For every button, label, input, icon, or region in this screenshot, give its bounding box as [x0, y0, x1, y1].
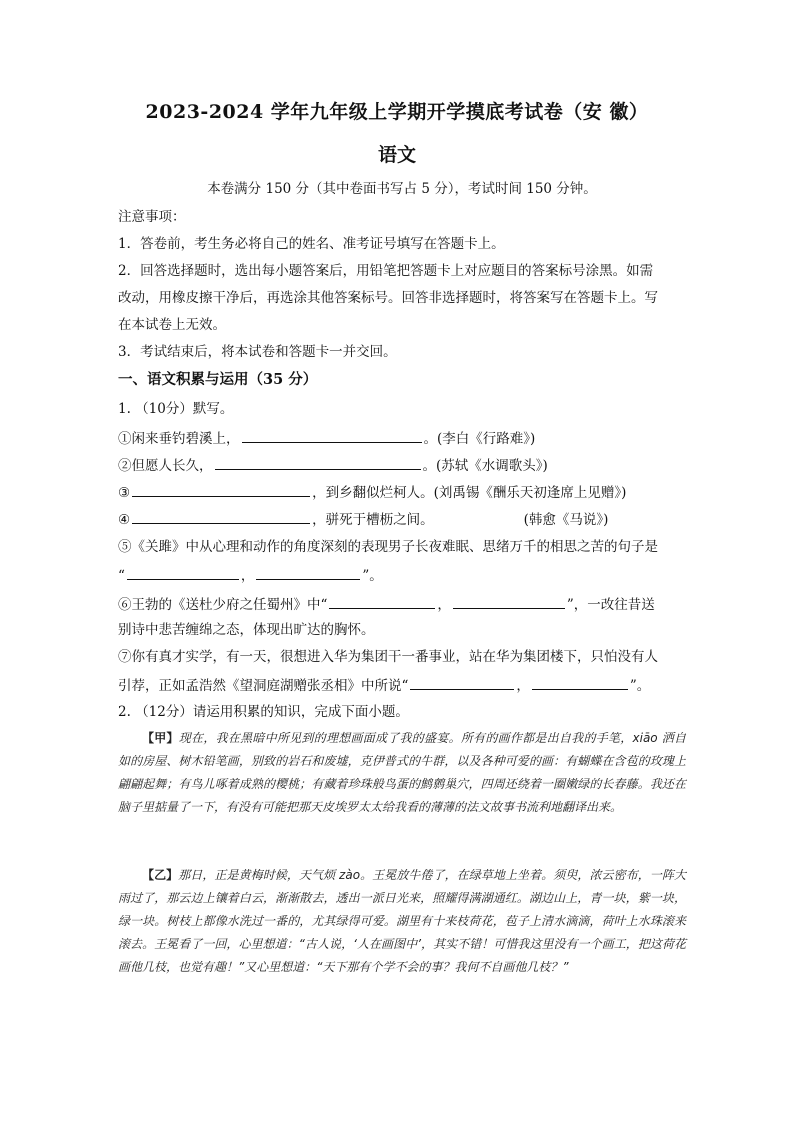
comma: ， — [437, 597, 451, 613]
q1-item-6 — [118, 594, 686, 614]
comma: ， — [240, 568, 255, 584]
section-heading: 一、语文积累与运用（35 分） — [118, 371, 318, 388]
answer-blank[interactable] — [127, 565, 239, 580]
q1-item-7-answers — [118, 675, 686, 695]
q1-item-3-source: ，到乡翻似烂柯人。(刘禹锡《酬乐天初逢席上见赠》) — [312, 485, 627, 501]
q1-item-3 — [118, 482, 686, 502]
notice-item: 在本试卷上无效。 — [118, 317, 226, 333]
q1-item-1-prefix: ①闲来垂钓碧溪上， — [118, 431, 240, 447]
notice-item: 1．答卷前，考生务必将自己的姓名、准考证号填写在答题卡上。 — [118, 236, 505, 252]
q1-item-7-prefix: 引荐，正如孟浩然《望洞庭湖赠张丞相》中所说“ — [118, 678, 409, 694]
q1-item-6-prefix: ⑥王勃的《送杜少府之任蜀州》中“ — [118, 597, 328, 613]
answer-blank[interactable] — [453, 594, 565, 609]
q1-item-2-source: 。(苏轼《水调歌头》) — [422, 458, 548, 474]
close-quote: ”。 — [362, 568, 383, 584]
q1-item-2-prefix: ②但愿人长久， — [118, 458, 213, 474]
notice-item: 2．回答选择题时，选出每小题答案后，用铅笔把答题卡上对应题目的答案标号涂黑。如需 — [118, 263, 654, 279]
passage-jia-text: 现在，我在黑暗中所见到的理想画面成了我的盛宴。所有的画作都是出自我的手笔，xiāo 洒自如的房屋、树木铅笔画，别致的岩石和废墟，克伊普式的牛群，以及各种可爱的画：有蝴蝶在含苞的玫瑰上翩翩起舞；有鸟儿啄着成熟的樱桃；有藏着珍珠般鸟蛋的鹪鹩巢穴，四周还绕着一圈嫩绿的长春藤。我还在脑子里掂量了一下，有没有可能把那天皮埃罗太太给我看的薄薄的法文故事书流利地翻译出来。 — [118, 731, 686, 814]
q1-item-2 — [118, 455, 686, 475]
q1-item-6-line2: 别诗中悲苦缠绵之态，体现出旷达的胸怀。 — [118, 622, 375, 638]
q1-item-4-source: (韩愈《马说》) — [523, 512, 609, 528]
close-quote: ”。 — [629, 678, 651, 694]
q1-item-5-answers — [118, 565, 686, 585]
q1-item-5-line: ⑤《关雎》中从心理和动作的角度深刻的表现男子长夜难眠、思绪万千的相思之苦的句子是 — [118, 539, 658, 555]
q1-item-6-suffix: ”，一改往昔送 — [566, 597, 655, 613]
question-2-stem: 2. （12分）请运用积累的知识，完成下面小题。 — [118, 704, 409, 720]
q1-item-1-source: 。(李白《行路难》) — [423, 431, 536, 447]
subject-title: 语文 — [377, 144, 416, 166]
notice-heading: 注意事项： — [118, 209, 186, 225]
q1-item-4-text: ，骈死于槽枥之间。 — [312, 512, 434, 528]
passage-yi-text: 那日，正是黄梅时候，天气烦 zào。王冕放牛倦了，在绿草地上坐着。须臾，浓云密布，一阵大雨过了，那云边上镶着白云，渐渐散去，透出一派日光来，照耀得满湖通红。湖边山上，青一块，紫一块，绿一块。树枝上都像水洗过一番的，尤其绿得可爱。湖里有十来枝荷花，苞子上清水滴滴，荷叶上水珠滚来滚去。王冕看了一回，心里想道：“古人说，‘人在画图中’，其实不错！可惜我这里没有一个画工，把这荷花画他几枝，也觉有趣！”又心里想道：“天下那有个学不会的事？我何不自画他几枝？” — [118, 868, 686, 974]
passage-yi-label: 【乙】 — [142, 868, 179, 882]
answer-blank[interactable] — [256, 565, 360, 580]
answer-blank[interactable] — [242, 428, 422, 443]
answer-blank[interactable] — [132, 509, 310, 524]
open-quote: “ — [118, 568, 125, 584]
q1-item-4 — [118, 509, 686, 529]
page-title: 2023-2024 学年九年级上学期开学摸底考试卷（安 徽） — [145, 101, 649, 123]
question-1-stem: 1. （10分）默写。 — [118, 401, 234, 417]
notice-item: 3．考试结束后，将本试卷和答题卡一并交回。 — [118, 344, 397, 360]
answer-blank[interactable] — [215, 455, 421, 470]
exam-intro: 本卷满分 150 分（其中卷面书写占 5 分），考试时间 150 分钟。 — [207, 181, 597, 197]
answer-blank[interactable] — [132, 482, 310, 497]
comma: ， — [516, 678, 530, 694]
answer-blank[interactable] — [329, 594, 435, 609]
answer-blank[interactable] — [532, 675, 628, 690]
passage-jia-label: 【甲】 — [142, 731, 179, 745]
passage-yi — [118, 864, 686, 979]
notice-item: 改动，用橡皮擦干净后，再选涂其他答案标号。回答非选择题时，将答案写在答题卡上。写 — [118, 290, 658, 306]
q1-item-1 — [118, 428, 686, 448]
answer-blank[interactable] — [410, 675, 514, 690]
q1-item-3-prefix: ③ — [118, 485, 131, 501]
passage-jia — [118, 727, 686, 819]
q1-item-4-prefix: ④ — [118, 512, 131, 528]
q1-item-7-line: ⑦你有真才实学，有一天，很想进入华为集团干一番事业，站在华为集团楼下，只怕没有人 — [118, 649, 658, 665]
